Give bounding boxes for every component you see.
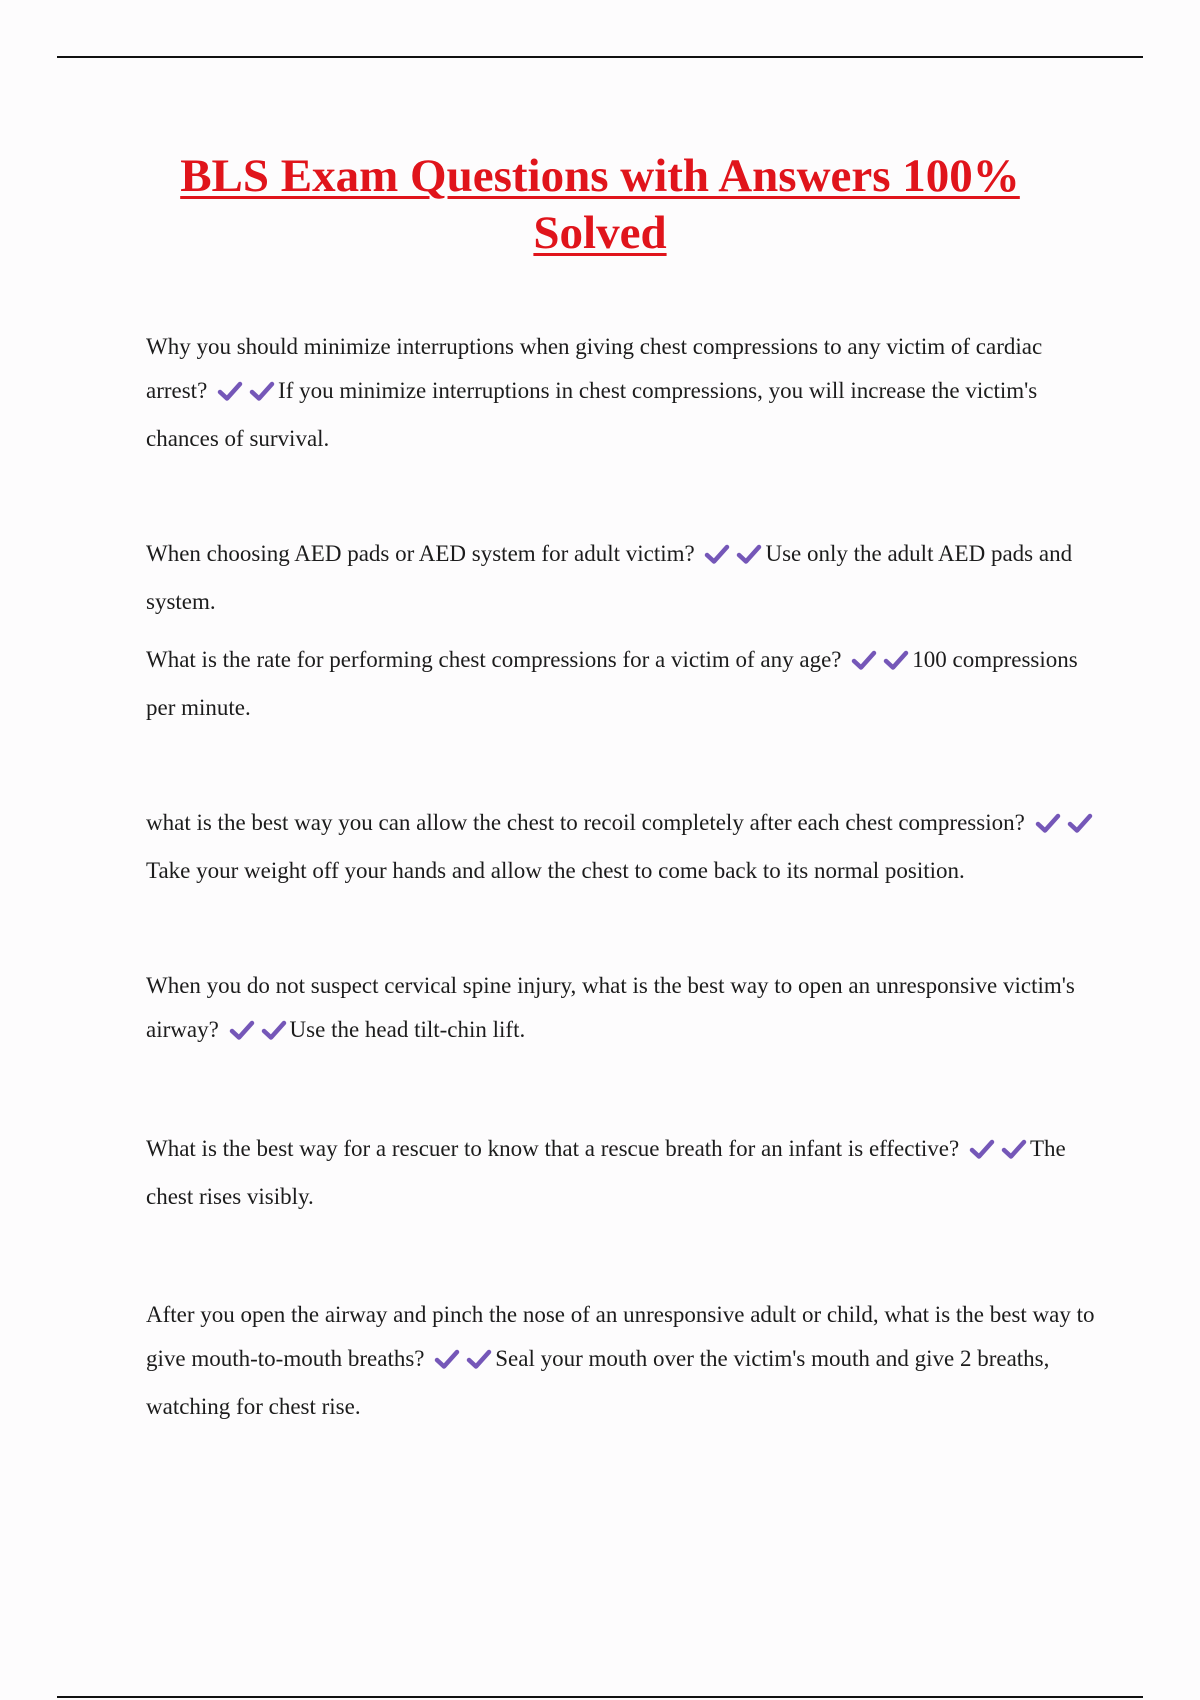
answer-marker <box>217 373 275 417</box>
answer-text: Take your weight off your hands and allow the chest to come back to its normal position. <box>146 858 965 883</box>
bottom-rule <box>57 1696 1143 1698</box>
check-icon <box>217 380 243 402</box>
qa-item-4 <box>146 801 1096 893</box>
qa-item-3 <box>146 638 1096 730</box>
top-rule <box>57 56 1143 58</box>
question-text: When you do not suspect cervical spine injury, what is the best way to open an unresponsive victim's airway? <box>146 973 1075 1042</box>
check-icon <box>1001 1138 1027 1160</box>
answer-marker <box>434 1341 492 1385</box>
qa-item-1 <box>146 325 1096 461</box>
check-icon <box>1035 812 1061 834</box>
question-text: When choosing AED pads or AED system for adult victim? <box>146 541 695 566</box>
answer-text: Use only the adult AED pads and system. <box>146 541 1073 614</box>
page-title <box>0 148 1200 262</box>
answer-marker <box>704 536 762 580</box>
check-icon <box>466 1348 492 1370</box>
title-line-2: Solved <box>533 207 667 259</box>
check-icon <box>261 1019 287 1041</box>
question-text: What is the best way for a rescuer to know that a rescue breath for an infant is effective? <box>146 1136 960 1161</box>
question-text: Why you should minimize interruptions when giving chest compressions to any victim of cardiac arrest? <box>146 334 1043 403</box>
answer-marker <box>229 1012 287 1056</box>
answer-marker <box>851 642 909 686</box>
qa-item-6 <box>146 1127 1096 1219</box>
question-text: What is the rate for performing chest compressions for a victim of any age? <box>146 647 842 672</box>
check-icon <box>969 1138 995 1160</box>
check-icon <box>434 1348 460 1370</box>
answer-text: If you minimize interruptions in chest compressions, you will increase the victim's chances of survival. <box>146 378 1038 451</box>
title-line-1: BLS Exam Questions with Answers 100% <box>180 150 1020 202</box>
check-icon <box>229 1019 255 1041</box>
check-icon <box>704 543 730 565</box>
question-text: After you open the airway and pinch the nose of an unresponsive adult or child, what is the best way to give mouth-to-mouth breaths? <box>146 1302 1095 1371</box>
answer-marker <box>969 1131 1027 1175</box>
qa-item-7 <box>146 1293 1096 1429</box>
answer-text: Seal your mouth over the victim's mouth and give 2 breaths, watching for chest rise. <box>146 1346 1050 1419</box>
qa-item-2 <box>146 532 1096 624</box>
question-text: what is the best way you can allow the chest to recoil completely after each chest compression? <box>146 810 1025 835</box>
qa-item-5 <box>146 964 1096 1056</box>
check-icon <box>883 649 909 671</box>
check-icon <box>1067 812 1093 834</box>
check-icon <box>249 380 275 402</box>
answer-text: 100 compressions per minute. <box>146 647 1078 720</box>
check-icon <box>736 543 762 565</box>
answer-text: Use the head tilt-chin lift. <box>289 1017 526 1042</box>
answer-marker <box>1035 805 1093 849</box>
answer-text: The chest rises visibly. <box>146 1136 1066 1209</box>
check-icon <box>851 649 877 671</box>
